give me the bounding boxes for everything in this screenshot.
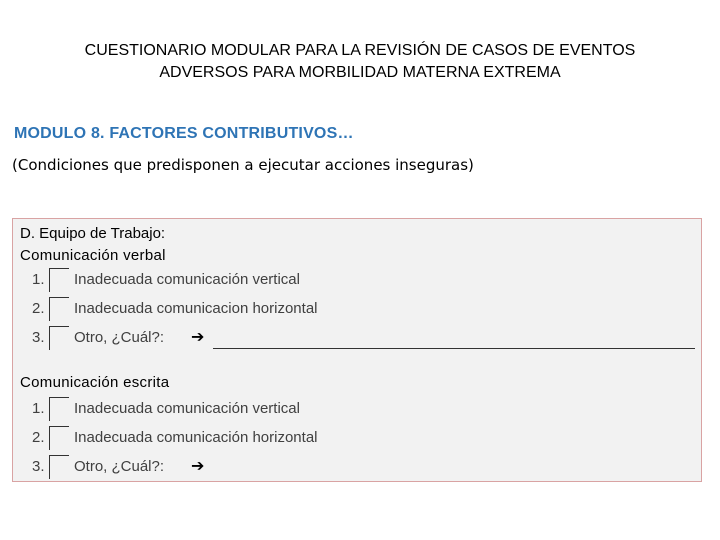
option-verbal-vertical[interactable] (13, 268, 701, 294)
checkbox[interactable] (49, 326, 69, 350)
item-label: Inadecuada comunicación vertical (74, 400, 300, 417)
title-line-2: ADVERSOS PARA MORBILIDAD MATERNA EXTREMA (159, 64, 561, 81)
option-verbal-other[interactable] (13, 326, 701, 352)
item-number: 1. (32, 271, 45, 288)
item-label: Inadecuada comunicación vertical (74, 271, 300, 288)
checkbox[interactable] (49, 426, 69, 450)
item-label: Inadecuada comunicacion horizontal (74, 300, 318, 317)
item-number: 2. (32, 300, 45, 317)
checkbox[interactable] (49, 397, 69, 421)
item-number: 1. (32, 400, 45, 417)
item-label: Inadecuada comunicación horizontal (74, 429, 318, 446)
option-verbal-horizontal[interactable] (13, 297, 701, 323)
option-written-vertical[interactable] (13, 397, 701, 423)
option-written-other[interactable] (13, 455, 701, 481)
title-line-1: CUESTIONARIO MODULAR PARA LA REVISIÓN DE CASOS DE EVENTOS (84, 42, 636, 59)
arrow-right-icon: ➔ (191, 458, 205, 475)
answer-line[interactable] (213, 348, 695, 349)
item-label: Otro, ¿Cuál?: (74, 458, 165, 475)
item-number: 3. (32, 329, 45, 346)
item-number: 3. (32, 458, 45, 475)
section-label-written: Comunicación escrita (20, 374, 170, 391)
arrow-right-icon: ➔ (191, 329, 205, 346)
checkbox[interactable] (49, 455, 69, 479)
checkbox[interactable] (49, 268, 69, 292)
panel-title: D. Equipo de Trabajo: (20, 225, 166, 242)
checkbox[interactable] (49, 297, 69, 321)
section-label-verbal: Comunicación verbal (20, 247, 166, 264)
subheading: (Condiciones que predisponen a ejecutar acciones inseguras) (12, 156, 474, 174)
option-written-horizontal[interactable] (13, 426, 701, 452)
document-title (0, 40, 720, 84)
item-label: Otro, ¿Cuál?: (74, 329, 165, 346)
item-number: 2. (32, 429, 45, 446)
module-heading: MODULO 8. FACTORES CONTRIBUTIVOS… (14, 125, 354, 142)
team-panel (12, 218, 702, 482)
